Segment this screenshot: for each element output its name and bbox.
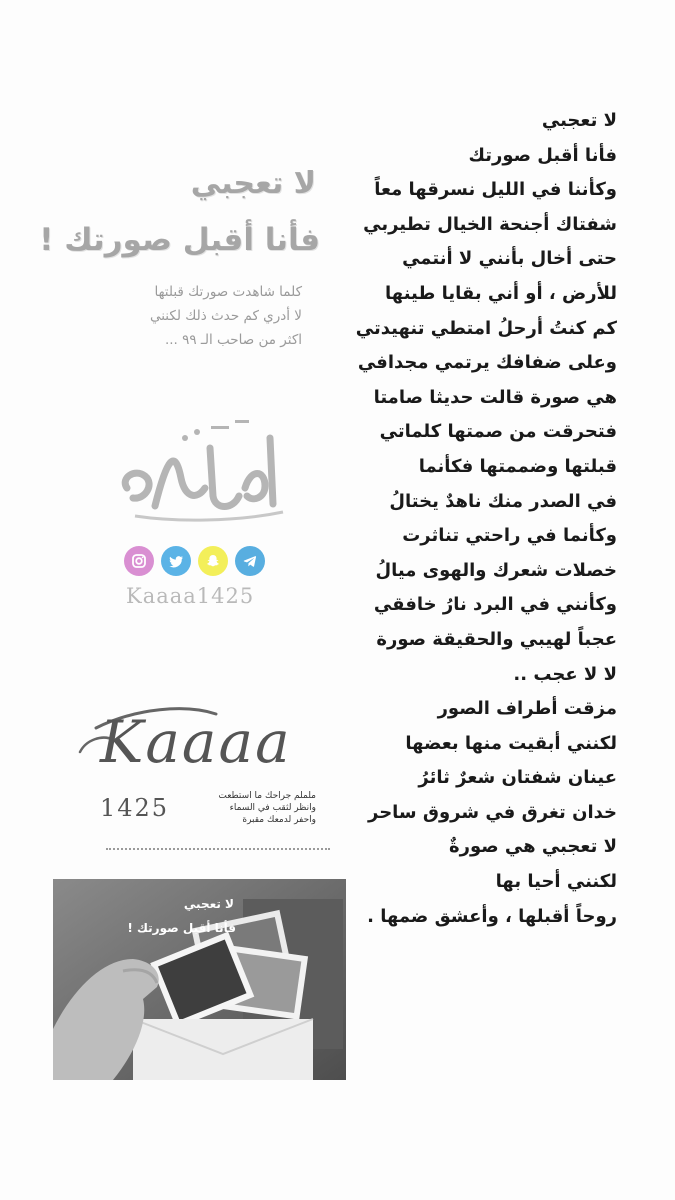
- poem-line: للأرض ، أو أني بقايا طينها: [385, 282, 617, 304]
- poem-line: شفتاك أجنحة الخيال تطيربي: [363, 213, 617, 235]
- signature-note-line: ململم جراحك ما استطعت: [218, 791, 316, 801]
- signature-note: [176, 790, 316, 826]
- calligraphy-logo: [115, 418, 290, 528]
- cover-photo: [53, 879, 346, 1080]
- signature-name: Kaaaa: [100, 708, 292, 776]
- signature-block: [66, 700, 336, 830]
- poem-line: خصلات شعرك والهوى ميالُ: [375, 559, 617, 581]
- poem-line: كم كنتُ أرحلُ امتطي تنهيدتي: [355, 317, 617, 339]
- poem-line: لا تعجبي: [541, 110, 617, 131]
- photo-caption-line1: لا تعجبي: [183, 897, 234, 911]
- signature-note-line: وانظر لثقب في السماء: [229, 803, 316, 813]
- instagram-icon[interactable]: [124, 546, 154, 576]
- photo-caption-line2: فأنا أقبل صورتك !: [127, 921, 236, 935]
- poem-line: عجباً لهيبي والحقيقة صورة: [376, 628, 617, 650]
- poem: [317, 104, 617, 934]
- snapchat-icon[interactable]: [198, 546, 228, 576]
- side-description-line: كلما شاهدت صورتك قبلتها: [154, 284, 302, 300]
- poem-line: هي صورة قالت حديثا صامتا: [373, 386, 617, 408]
- signature-note-line: واحفر لدمعك مقبرة: [242, 815, 316, 825]
- poem-line: فأنا أقبل صورتك: [468, 144, 617, 166]
- side-title-line2: فأنا أقبل صورتك !: [39, 222, 320, 258]
- poem-line: لا تعجبي هي صورةٌ: [448, 836, 617, 858]
- poem-line: مزقت أطراف الصور: [437, 698, 617, 720]
- poem-line: قبلتها وضممتها فكأنما: [418, 455, 617, 477]
- poem-line: حتى أخال بأنني لا أنتمي: [402, 248, 617, 270]
- side-description: [72, 280, 302, 352]
- side-title-line1: لا تعجبي: [190, 166, 316, 201]
- poem-line: روحاً أقبلها ، وأعشق ضمها .: [367, 905, 617, 927]
- telegram-icon[interactable]: [235, 546, 265, 576]
- poem-line: لكنني أبقيت منها بعضها: [405, 732, 617, 754]
- poem-line: وكأنما في راحتي تناثرت: [402, 525, 617, 547]
- twitter-icon[interactable]: [161, 546, 191, 576]
- side-description-line: اكثر من صاحب الـ ٩٩ ...: [164, 332, 302, 348]
- poem-line: وكأننا في الليل نسرقها معاً: [374, 179, 617, 201]
- side-description-line: لا أدري كم حدث ذلك لكنني: [149, 308, 302, 324]
- dotted-divider: [106, 848, 330, 850]
- poem-line: فتحرقت من صمتها كلماتي: [379, 421, 617, 443]
- poem-line: لا لا عجب ..: [513, 663, 617, 685]
- signature-year: 1425: [100, 794, 170, 822]
- poem-line: وعلى ضفافك يرتمي مجدافي: [357, 352, 617, 374]
- poem-line: وكأنني في البرد نارُ خافقي: [373, 594, 617, 616]
- social-handle: Kaaaa1425: [126, 584, 255, 608]
- social-icons: [124, 546, 265, 576]
- poem-line: عينان شفتان شعرٌ ثائرُ: [418, 767, 617, 789]
- poem-line: لكنني أحيا بها: [495, 871, 617, 893]
- poem-line: في الصدر منك ناهدٌ يختالُ: [389, 490, 617, 512]
- poem-line: خدان تغرق في شروق ساحر: [368, 801, 617, 823]
